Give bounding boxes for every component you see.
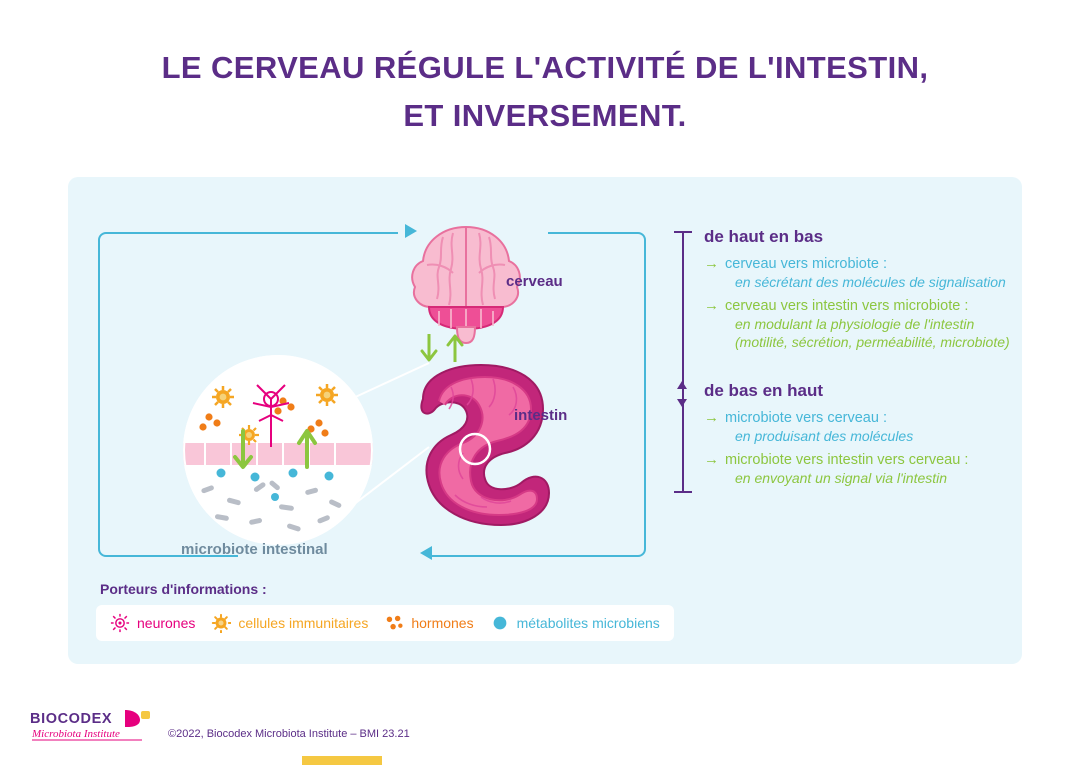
microbiota-zoom-illustration [183,355,373,545]
explanations-panel [668,227,1018,493]
svg-text:Microbiota Institute: Microbiota Institute [32,728,120,740]
bullet-sub-text: en modulant la physiologie de l'intestin (motilité, sécrétion, perméabilité, microbiote) [735,316,1010,350]
axis-cap-bottom [674,491,692,493]
title-line-1 [156,48,935,88]
label-brain: cerveau [506,273,563,290]
bullet-sub-text: en sécrétant des molécules de signalisation [735,274,1006,290]
immune-cell-icon [211,613,231,633]
label-microbiota: microbiote intestinal [181,541,328,558]
axis-arrow-up-icon [677,381,687,389]
legend-item-cellules-immunitaires [211,613,368,633]
axis-line-down [682,232,684,402]
legend-label: métabolites microbiens [516,615,660,631]
bullet-main-text: cerveau vers microbiote : [725,256,887,272]
bullet-item [704,297,1018,351]
footer-accent-stripe [302,756,382,765]
biocodex-logo [30,706,160,746]
legend-label: neurones [137,615,196,631]
axis-line-up [682,389,684,492]
legend-item-hormones [384,613,473,633]
bullet-item [704,255,1018,291]
bullet-arrow-icon: → [704,409,719,426]
bullet-arrow-icon: → [704,255,719,272]
label-intestine: intestin [514,407,568,424]
bullet-item [704,409,1018,445]
bullet-sub-text: en produisant des molécules [735,428,914,444]
legend-bar [96,605,674,641]
diagram-card [68,177,1022,664]
bullet-arrow-icon: → [704,451,719,468]
bullet-main-text: cerveau vers intestin vers microbiote : [725,298,969,314]
bullet-main-text: microbiote vers cerveau : [725,410,887,426]
section-bottom-up [668,381,1018,487]
copyright-text: ©2022, Biocodex Microbiota Institute – BMI 23.21 [168,728,410,740]
legend-item-metabolites [490,613,660,633]
legend-label: hormones [411,615,474,631]
loop-arrow-left-icon [420,546,432,560]
section-title-bottom-up: de bas en haut [704,381,824,400]
legend-title: Porteurs d'informations : [100,581,267,597]
neuron-icon [110,613,130,633]
section-top-down [668,227,1018,351]
section-title-top-down: de haut en bas [704,227,824,246]
legend-label: cellules immunitaires [238,615,369,631]
svg-text:BIOCODEX: BIOCODEX [30,711,113,727]
title-text-1: LE CERVEAU RÉGULE L'ACTIVITÉ DE L'INTESTIN, [161,50,929,85]
title-line-2 [397,96,692,136]
title-text-2: ET INVERSEMENT. [403,97,687,133]
metabolite-icon [490,613,510,633]
bullet-item [704,451,1018,487]
bullet-sub-text: en envoyant un signal via l'intestin [735,470,948,486]
legend-item-neurones [110,613,195,633]
hormone-icon [384,613,404,633]
page-title [0,48,1090,135]
bullet-main-text: microbiote vers intestin vers cerveau : [725,452,969,468]
bullet-arrow-icon: → [704,297,719,314]
